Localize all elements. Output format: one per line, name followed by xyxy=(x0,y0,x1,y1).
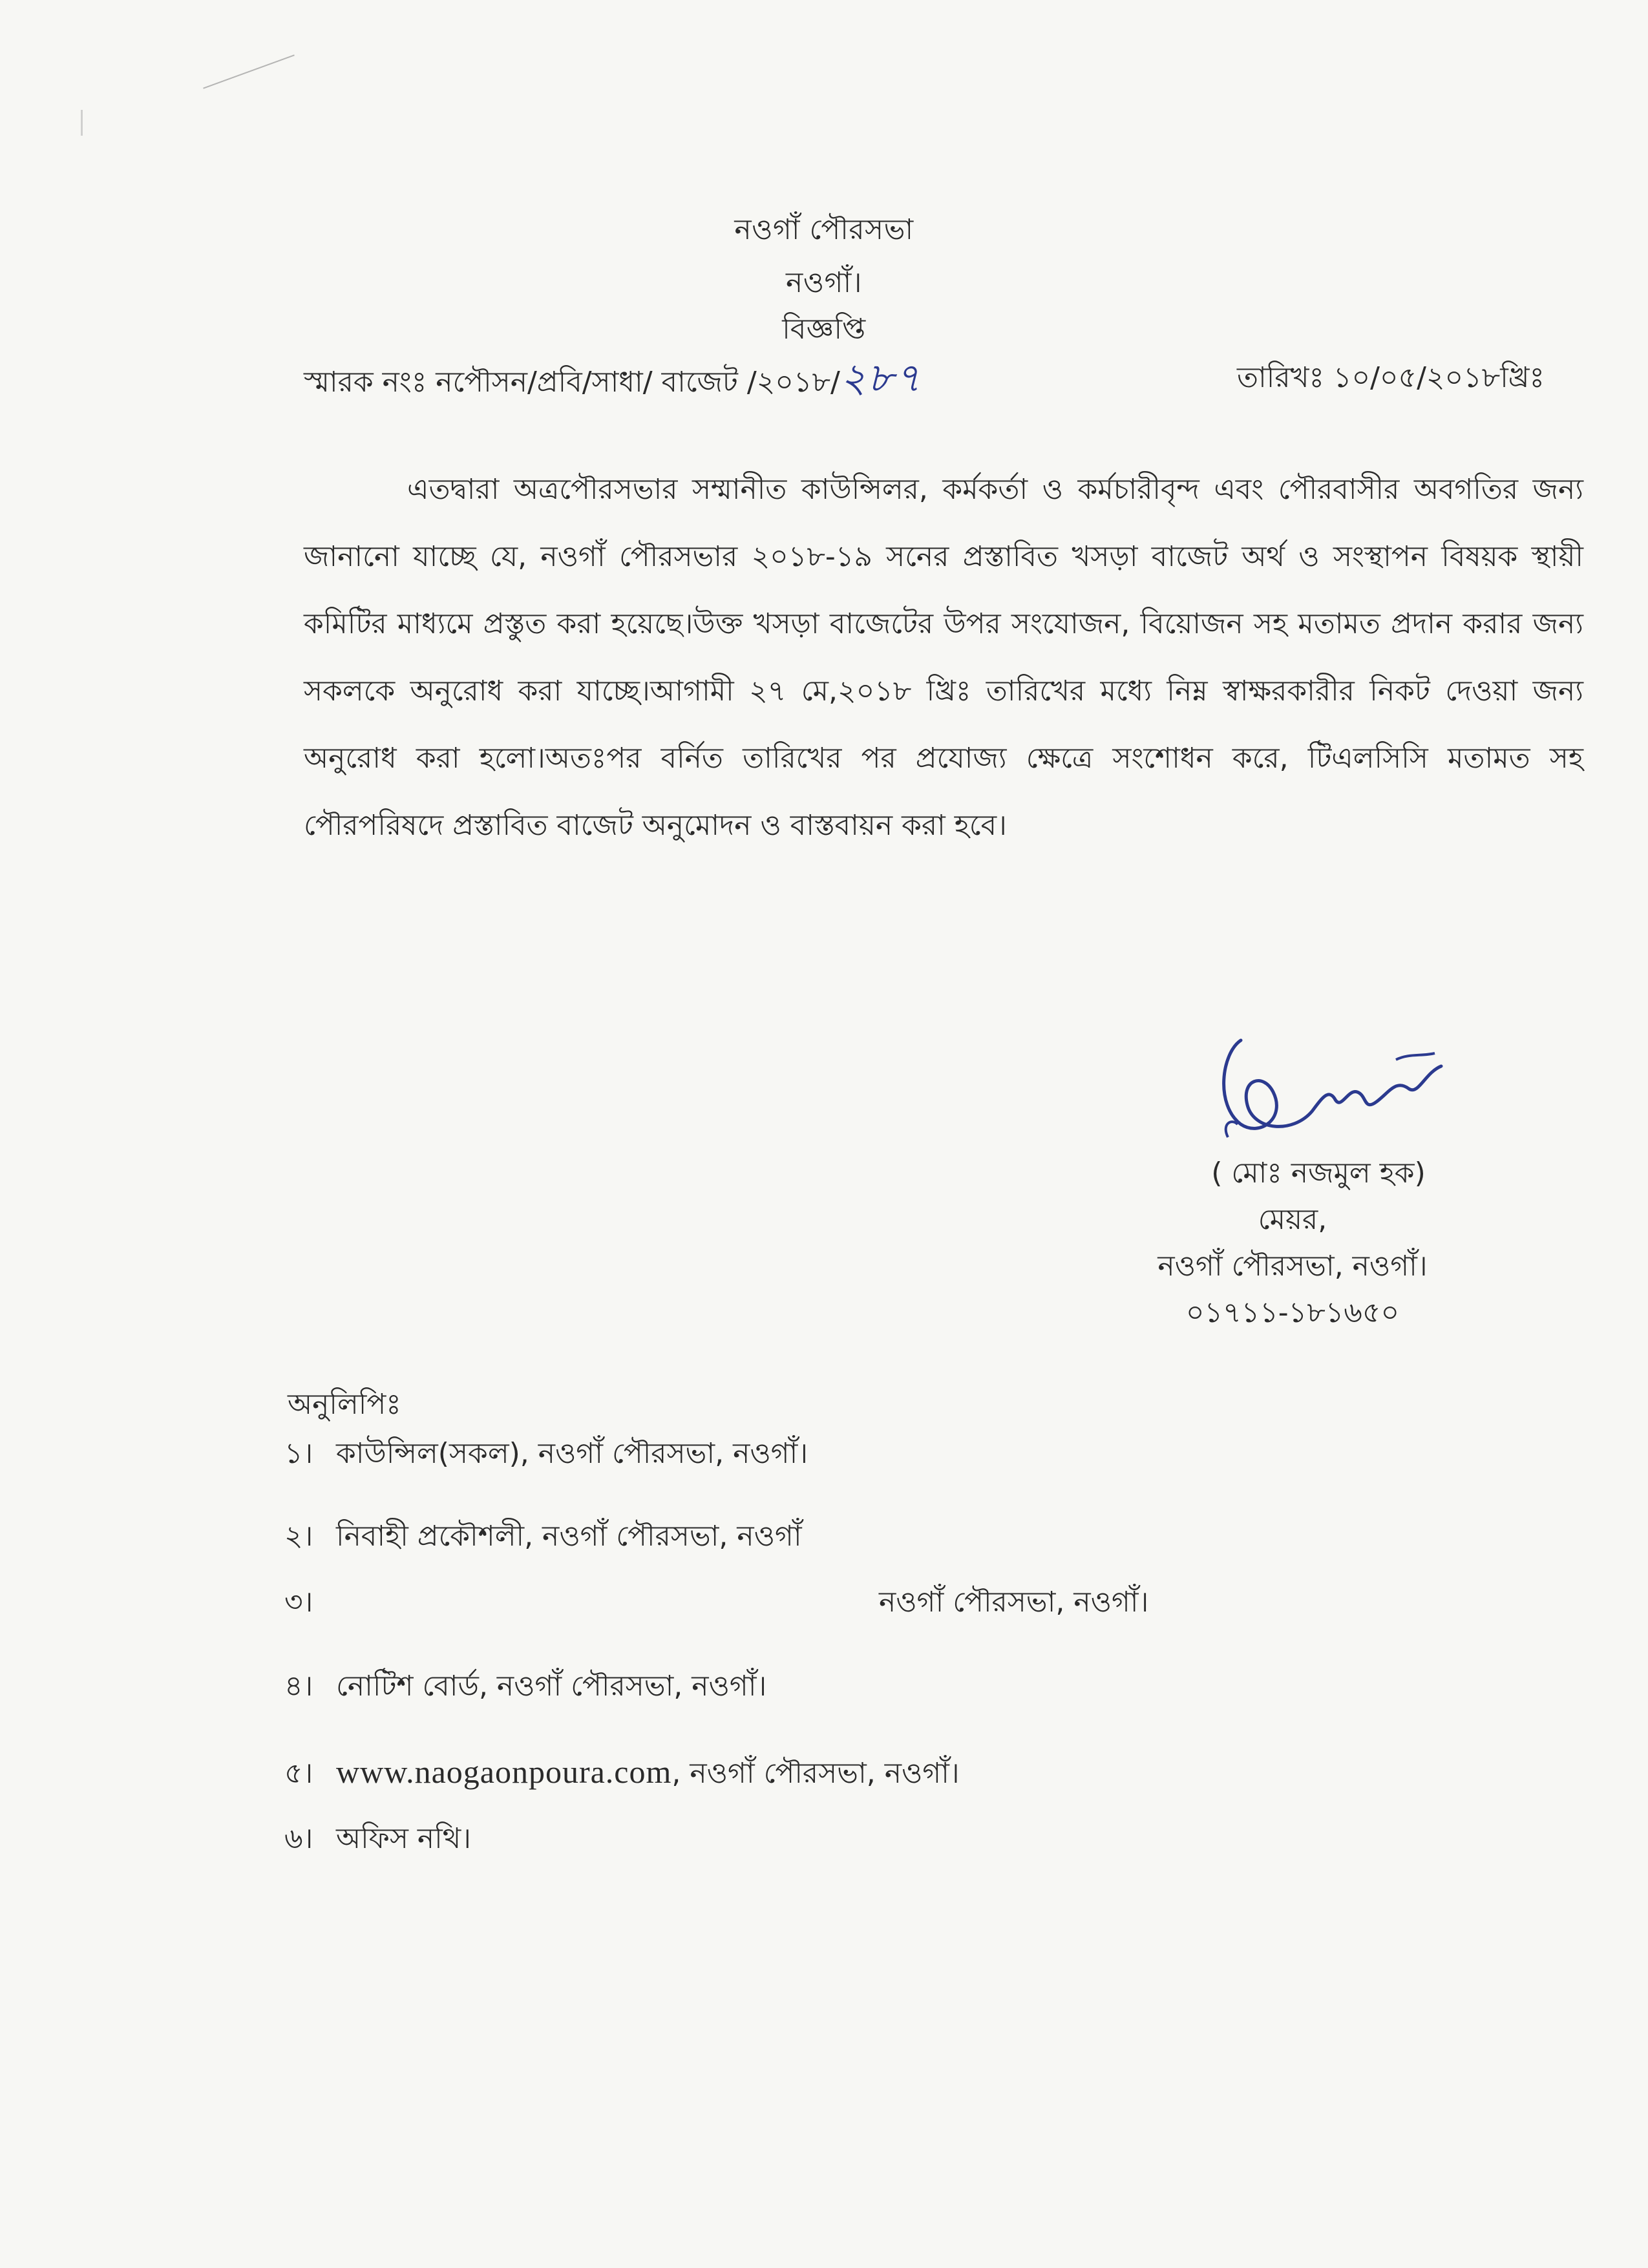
copy-item-text: কাউন্সিল(সকল), নওগাঁ পৌরসভা, নওগাঁ। xyxy=(336,1437,808,1470)
copy-item-text: নিবাহী প্রকৌশলী, নওগাঁ পৌরসভা, নওগাঁ xyxy=(336,1520,802,1553)
copy-item-number: ১। xyxy=(284,1437,313,1470)
signatory-name: ( মোঃ নজমুল হক) xyxy=(1211,1157,1426,1190)
copy-item-number: ৬। xyxy=(284,1822,313,1855)
memo-row xyxy=(304,354,1545,410)
copy-item xyxy=(284,1583,1148,1622)
memo-reference xyxy=(304,354,922,402)
copy-item-text: , নওগাঁ পৌরসভা, নওগাঁ। xyxy=(671,1757,960,1790)
copy-item-text: নওগাঁ পৌরসভা, নওগাঁ। xyxy=(879,1586,1149,1619)
copy-item-text: নোটিশ বোর্ড, নওগাঁ পৌরসভা, নওগাঁ। xyxy=(336,1670,767,1703)
signatory-block xyxy=(1099,1150,1486,1336)
copy-item-text: অফিস নথি। xyxy=(336,1822,471,1855)
memo-reference-printed: স্মারক নংঃ নপৌসন/প্রবি/সাধা/ বাজেট /২০১৮/ xyxy=(304,366,840,399)
notice-title: বিজ্ঞপ্তি xyxy=(782,313,866,346)
signatory-designation: মেয়র, xyxy=(1258,1203,1327,1236)
memo-date: তারিখঃ ১০/০৫/২০১৮খ্রিঃ xyxy=(1237,361,1545,394)
signatory-office: নওগাঁ পৌরসভা, নওগাঁ। xyxy=(1157,1250,1428,1283)
signature-image xyxy=(1202,1027,1499,1157)
memo-reference-handwritten: ২৮৭ xyxy=(840,354,922,401)
copy-item xyxy=(284,1434,808,1473)
scan-artifact-stroke xyxy=(203,54,295,89)
copy-item-number: ৫। xyxy=(284,1757,313,1790)
organization-name: নওগাঁ পৌরসভা xyxy=(734,213,914,246)
organization-city: নওগাঁ। xyxy=(786,266,862,299)
copy-item xyxy=(284,1820,471,1858)
signatory-phone: ০১৭১১-১৮১৬৫০ xyxy=(1185,1296,1400,1329)
scan-artifact-mark xyxy=(81,110,83,136)
website-link[interactable]: www.naogaonpoura.com xyxy=(336,1754,672,1790)
copy-item-number: ৪। xyxy=(284,1670,313,1703)
copy-item xyxy=(284,1752,960,1793)
copy-item xyxy=(284,1517,802,1556)
copy-item xyxy=(284,1667,766,1706)
copy-item-number: ২। xyxy=(284,1520,313,1553)
copy-item-number: ৩। xyxy=(284,1586,313,1619)
notice-body: এতদ্বারা অত্রপৌরসভার সম্মানীত কাউন্সিলর, কর্মকর্তা ও কর্মচারীবৃন্দ এবং পৌরবাসীর অবগতির জন্য জানানো যাচ্ছে যে, নওগাঁ পৌরসভার ২০১৮-১৯ সনের প্রস্তাবিত খসড়া বাজেট অর্থ ও সংস্থাপন বিষয়ক স্থায়ী কমিটির মাধ্যমে প্রস্তুত করা হয়েছে।উক্ত খসড়া বাজেটের উপর সংযোজন, বিয়োজন সহ মতামত প্রদান করার জন্য সকলকে অনুরোধ করা যাচ্ছে।আগামী ২৭ মে,২০১৮ খ্রিঃ তারিখের মধ্যে নিম্ন স্বাক্ষরকারীর নিকট দেওয়া জন্য অনুরোধ করা হলো।অতঃপর বর্নিত তারিখের পর প্রযোজ্য ক্ষেত্রে সংশোধন করে, টিএলসিসি মতামত সহ পৌরপরিষদে প্রস্তাবিত বাজেট অনুমোদন ও বাস্তবায়ন করা হবে। xyxy=(304,473,1583,842)
copies-title: অনুলিপিঃ xyxy=(288,1388,401,1421)
